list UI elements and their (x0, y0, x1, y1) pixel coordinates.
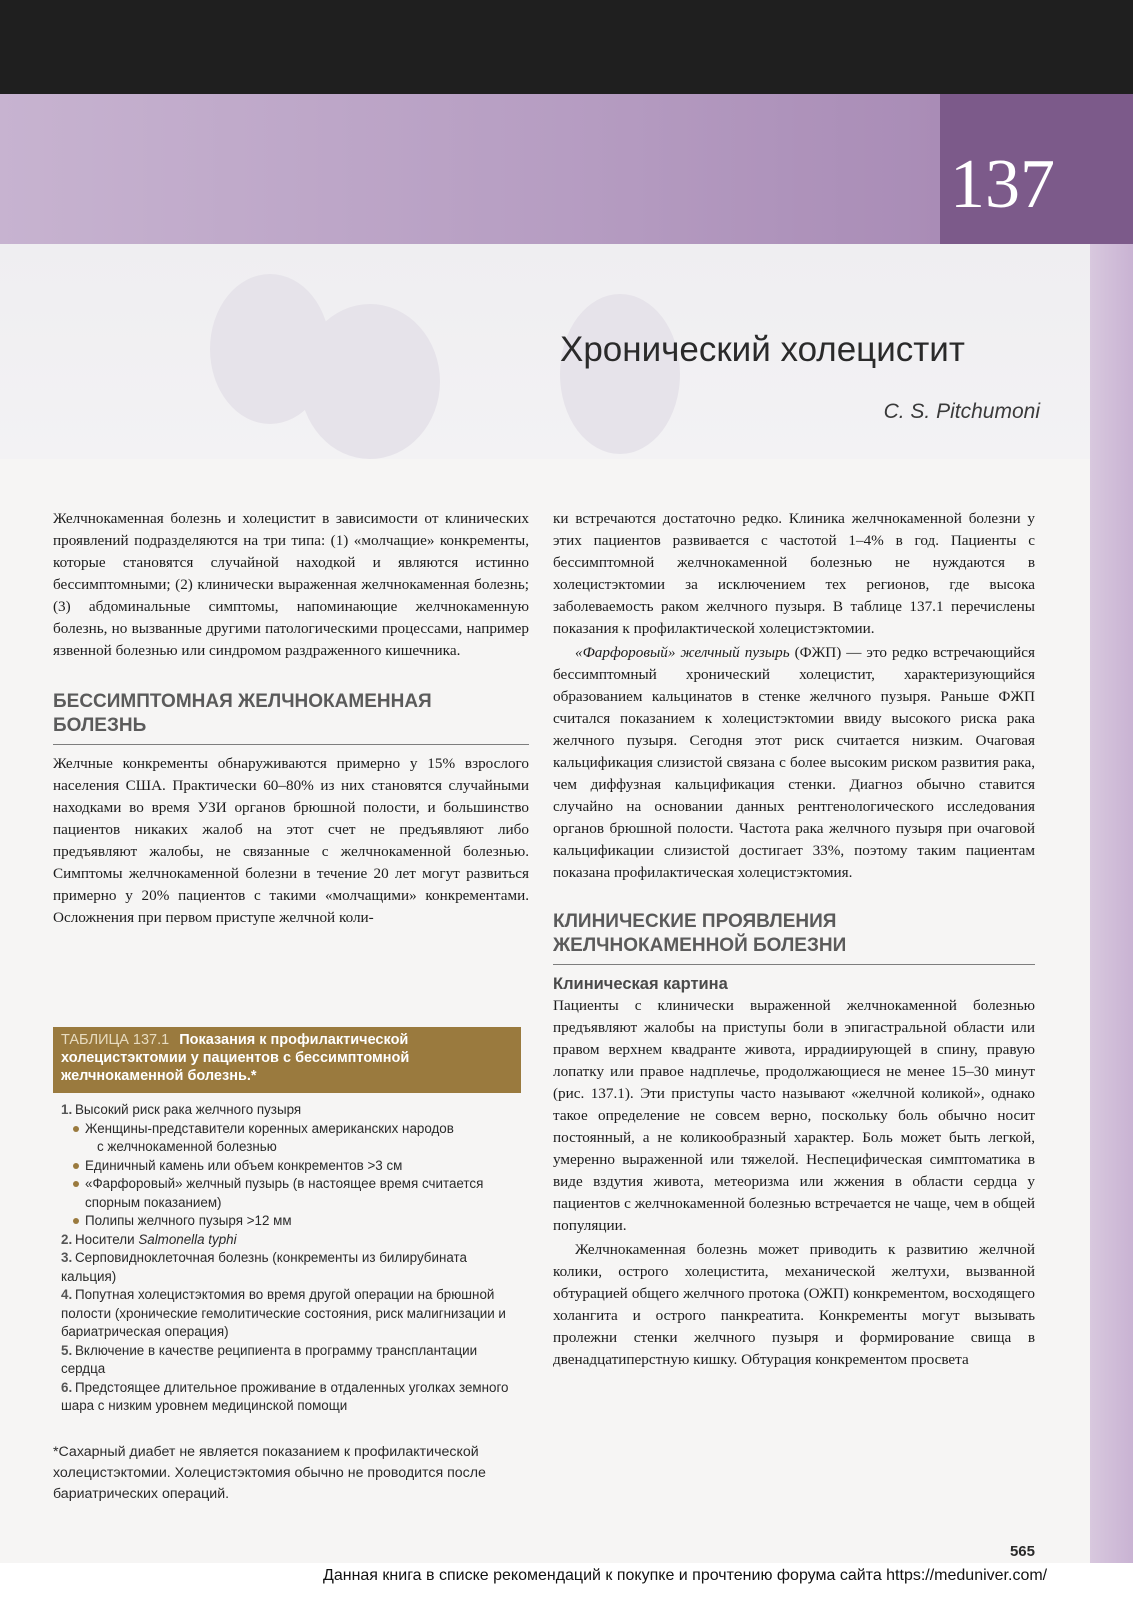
section-heading-line: БОЛЕЗНЬ (53, 715, 147, 736)
subitem-text: Женщины-представители коренных американских народов (85, 1120, 454, 1136)
section-paragraph: Желчные конкременты обнаруживаются примерно у 15% взрослого населения США. Практически 60–80% из них становятся случайными находками во время УЗИ органов брюшной полости, и большинство пациентов никаких жалоб на этот счет не предъявляют либо предъявляют жалобы, не связанные с желчнокаменной болезнью. Симптомы желчнокаменной болезни в течение 20 лет могут развиться примерно у 20% пациентов с такими «молчащими» конкрементами. Осложнения при первом приступе желчной коли- (53, 755, 529, 926)
watermark-text: Данная книга в списке рекомендаций к покупке и прочтению форума сайта https://meduniver.com/ (323, 1567, 1048, 1584)
hero-silhouette (560, 294, 680, 454)
intro-paragraph: Желчнокаменная болезнь и холецистит в зависимости от клинических проявлений подразделяются на три типа: (1) «молчащие» конкременты, которые становятся случайной находкой и являются истинно бессимптомными; (2) клинически выраженная желчнокаменная болезнь; (3) абдоминальные симптомы, напоминающие желчнокаменную болезнь, но вызванные другими патологическими процессами, например язвенной болезнью или синдромом раздраженного кишечника. (53, 510, 529, 659)
item-number: 4. (61, 1287, 73, 1302)
right-column (553, 508, 1035, 1371)
table-subitem (61, 1157, 513, 1176)
left-column (53, 508, 529, 929)
table-item (61, 1249, 513, 1286)
item-number: 6. (61, 1379, 73, 1395)
table-header (53, 1027, 521, 1091)
paragraph: Пациенты с клинически выраженной желчнокаменной болезнью предъявляют жалобы на приступы боли в эпигастральной области или правом верхнем квадранте живота, иррадиирующей в спину, правую лопатку или правое надплечье, продолжающиеся не менее 15–30 минут (рис. 137.1). Эти приступы часто называют «желчной коликой», однако такое определение не совсем верно, поскольку боль обычно носит постоянный, а не коликообразный характер. Боль может быть легкой, умеренно выраженной или тяжелой. Неспецифическая симптоматика в виде вздутия живота, метеоризма или жжения в области сердца у пациентов с желчнокаменной болезнью встречается не чаще, чем в общей популяции. (553, 997, 1035, 1234)
chapter-number: 137 (950, 146, 1055, 223)
subitem-text: «Фарфоровый» желчный пузырь (в настоящее время считается спорным показанием) (85, 1176, 484, 1210)
paragraph: ки встречаются достаточно редко. Клиника желчнокаменной болезни у этих пациентов развивается с частотой 1–4% в год. Пациенты с бессимптомной желчнокаменной болезнью не нуждаются в холецистэктомии за исключением тех регионов, где высока заболеваемость раком желчного пузыря. В таблице 137.1 перечислены показания к профилактической холецистэктомии. (553, 510, 1035, 637)
section-heading-line: ЖЕЛЧНОКАМЕННОЙ БОЛЕЗНИ (553, 935, 847, 956)
bullet-icon (73, 1163, 79, 1169)
item-text: Предстоящее длительное проживание в отдаленных уголках земного шара с низким уровнем медицинской помощи (61, 1379, 509, 1413)
table-item (61, 1379, 513, 1416)
table-body (53, 1091, 521, 1423)
chapter-header-band (0, 94, 940, 244)
item-italic-text: Salmonella typhi (138, 1231, 237, 1247)
table-footnote: *Сахарный диабет не является показанием к профилактической холецистэктомии. Холецистэктомия обычно не проводится после бариатрических операций. (53, 1444, 486, 1502)
subsection-heading: Клиническая картина (553, 975, 728, 993)
table-label: ТАБЛИЦА 137.1 (61, 1032, 170, 1048)
page-number: 565 (1009, 1543, 1035, 1560)
paragraph (553, 642, 1035, 884)
section-divider (553, 964, 1035, 965)
emphasis-term: «Фарфоровый» желчный пузырь (575, 644, 790, 661)
table-subitem (61, 1212, 513, 1231)
bullet-icon (73, 1181, 79, 1187)
section-heading-line: БЕССИМПТОМНАЯ ЖЕЛЧНОКАМЕННАЯ (53, 691, 432, 712)
item-text: Включение в качестве реципиента в программу трансплантации сердца (61, 1342, 478, 1376)
chapter-title: Хронический холецистит (560, 330, 965, 369)
section-heading (53, 690, 529, 738)
bullet-icon (73, 1126, 79, 1132)
item-text: Высокий риск рака желчного пузыря (75, 1102, 302, 1117)
item-text: Носители (75, 1231, 135, 1247)
watermark-bar (0, 1563, 1133, 1600)
spacer (553, 884, 1035, 910)
item-number: 1. (61, 1102, 73, 1117)
spacer (53, 662, 529, 690)
bullet-icon (73, 1218, 79, 1224)
table-title: Показания к профилактической холецистэктомии у пациентов с бессимптомной желчнокаменной болезнь.* (61, 1032, 410, 1084)
subitem-continuation: с желчнокаменной болезнью (97, 1139, 277, 1154)
item-text: Попутная холецистэктомия во время другой операции на брюшной полости (хронические гемолитические состояния, риск малигнизации и бариатрическая операция) (61, 1287, 506, 1339)
table-subitem (61, 1175, 513, 1212)
page-edge-strip (1090, 244, 1133, 1600)
table-item (61, 1101, 513, 1120)
item-number: 5. (61, 1342, 73, 1358)
subitem-text: Полипы желчного пузыря >12 мм (85, 1213, 292, 1228)
item-number: 2. (61, 1231, 73, 1247)
chapter-author: C. S. Pitchumoni (883, 400, 1040, 423)
subitem-text: Единичный камень или объем конкрементов >3 см (85, 1157, 403, 1173)
table-subitem (61, 1120, 513, 1139)
item-text: Серповидноклеточная болезнь (конкременты из билирубината кальция) (61, 1250, 467, 1284)
scan-top-border (0, 0, 1133, 94)
item-number: 3. (61, 1250, 73, 1265)
section-heading-line: КЛИНИЧЕСКИЕ ПРОЯВЛЕНИЯ (553, 911, 837, 932)
table-item (61, 1231, 513, 1250)
paragraph-text: (ФЖП) — это редко встречающийся бессимптомный хронический холецистит, характеризующийся образованием кальцинатов в стенке желчного пузыря. Раньше ФЖП считался показанием к холецистэктомии ввиду высокого риска рака желчного пузыря. Сегодня этот риск считается низким. Очаговая кальцификация слизистой связана с более высоким риском развития рака, чем диффузная кальцификация стенки. Диагноз обычно ставится случайно на основании данных рентгенологического исследования органов брюшной полости. Частота рака желчного пузыря при очаговой кальцификации слизистой достигает 33%, поэтому таким пациентам показана профилактическая холецистэктомия. (553, 644, 1035, 881)
section-divider (53, 744, 529, 745)
section-heading (553, 910, 1035, 958)
table-item (61, 1342, 513, 1379)
paragraph: Желчнокаменная болезнь может приводить к развитию желчной колики, острого холецистита, механической желтухи, вызванной обтурацией общего желчного протока (ОЖП) конкрементом, восходящего холангита и острого панкреатита. Конкременты могут вызывать пролежни стенки желчного пузыря и формирование свища в двенадцатиперстную кишку. Обтурация конкрементом просвета (553, 1241, 1035, 1368)
hero-silhouette (300, 304, 440, 459)
table-item (61, 1286, 513, 1342)
